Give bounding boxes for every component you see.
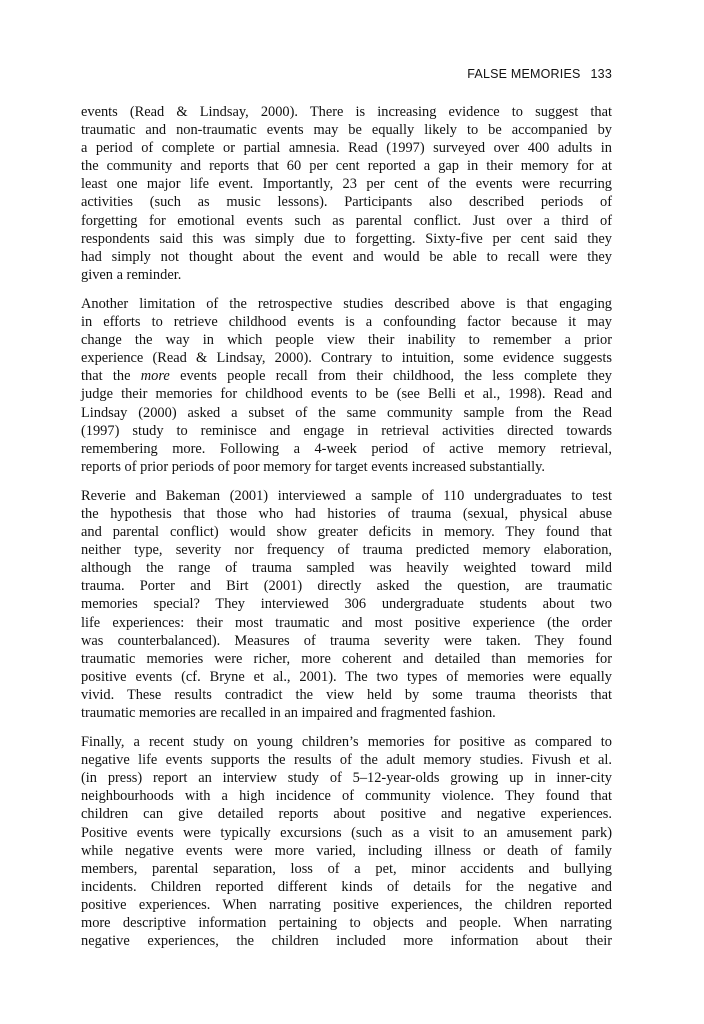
text-line: negative life events supports the results of the adult memory studies. Fivush et al. [81,752,612,769]
text-line: respondents said this was simply due to forgetting. Sixty-five per cent said they [81,230,612,247]
text-line: Lindsay (2000) asked a subset of the same community sample from the Read [81,404,612,421]
text-line: remembering more. Following a 4-week period of active memory retrieval, [81,440,612,457]
text-line: was counterbalanced). Measures of trauma severity were taken. They found [81,632,612,649]
text-line: positive events (cf. Bryne et al., 2001). The two types of memories were equally [81,668,612,685]
text-line: neighbourhoods with a high incidence of community violence. They found that [81,788,612,805]
text-line: children can give detailed reports about positive and negative experiences. [81,806,612,823]
text-line: Reverie and Bakeman (2001) interviewed a sample of 110 undergraduates to test [81,487,612,504]
text-line: neither type, severity nor frequency of trauma predicted memory elaboration, [81,542,612,559]
running-head [467,67,612,81]
text-line: and parental conflict) would show greater deficits in memory. They found that [81,524,612,541]
text-line: events (Read & Lindsay, 2000). There is increasing evidence to suggest that [81,104,612,120]
page-number: 133 [590,67,612,81]
text-line: change the way in which people view their inability to remember a prior [81,332,612,349]
paragraph [81,103,612,284]
text-line: reports of prior periods of poor memory for target events increased substantially. [81,458,545,475]
text-line: traumatic memories were richer, more coherent and detailed than memories for [81,650,612,667]
text-line: Positive events were typically excursions (such as a visit to an amusement park) [81,824,612,841]
text-line: although the range of trauma sampled was heavily weighted toward mild [81,560,612,577]
text-line: more descriptive information pertaining to objects and people. When narrating [81,915,612,932]
text-line: had simply not thought about the event and would be able to recall were they [81,248,612,265]
text-line: members, parental separation, loss of a pet, minor accidents and bullying [81,860,612,877]
text-line: traumatic memories are recalled in an impaired and fragmented fashion. [81,705,496,721]
body-text [81,103,612,961]
text-line: traumatic and non-traumatic events may be equally likely to be accompanied by [81,122,612,139]
text-line: positive experiences. When narrating positive experiences, the children reported [81,896,612,913]
paragraph [81,295,612,476]
text-line: in efforts to retrieve childhood events is a confounding factor because it may [81,314,612,331]
text-line: memories special? They interviewed 306 undergraduate students about two [81,596,612,613]
text-line: while negative events were more varied, including illness or death of family [81,842,612,859]
text-line: the hypothesis that those who had histories of trauma (sexual, physical abuse [81,505,612,522]
text-line: the community and reports that 60 per cent reported a gap in their memory for at [81,158,612,175]
running-title: FALSE MEMORIES [467,67,581,81]
paragraph [81,487,612,722]
text-line: incidents. Children reported different kinds of details for the negative and [81,878,612,895]
text-line: (1997) study to reminisce and engage in retrieval activities directed towards [81,422,612,439]
text-line: life experiences: their most traumatic and most positive experience (the order [81,614,612,631]
paragraph [81,733,612,950]
text-line: Finally, a recent study on young children’s memories for positive as compared to [81,734,612,751]
text-line: negative experiences, the children included more information about their [81,933,612,950]
text-line: forgetting for emotional events such as parental conflict. Just over a third of [81,212,612,229]
text-line: that the more events people recall from their childhood, the less complete they [81,368,612,385]
text-line: Another limitation of the retrospective studies described above is that engaging [81,295,612,312]
text-line: given a reminder. [81,266,182,283]
text-line: activities (such as music lessons). Participants also described periods of [81,194,612,211]
text-line: a period of complete or partial amnesia. Read (1997) surveyed over 400 adults in [81,140,612,157]
text-line: experience (Read & Lindsay, 2000). Contrary to intuition, some evidence suggests [81,350,612,367]
text-line: trauma. Porter and Birt (2001) directly asked the question, are traumatic [81,578,612,595]
text-line: (in press) report an interview study of 5–12-year-olds growing up in inner-city [81,770,612,787]
text-line: vivid. These results contradict the view held by some trauma theorists that [81,686,612,703]
text-line: judge their memories for childhood events to be (see Belli et al., 1998). Read and [81,386,612,403]
text-line: least one major life event. Importantly, 23 per cent of the events were recurring [81,176,612,193]
